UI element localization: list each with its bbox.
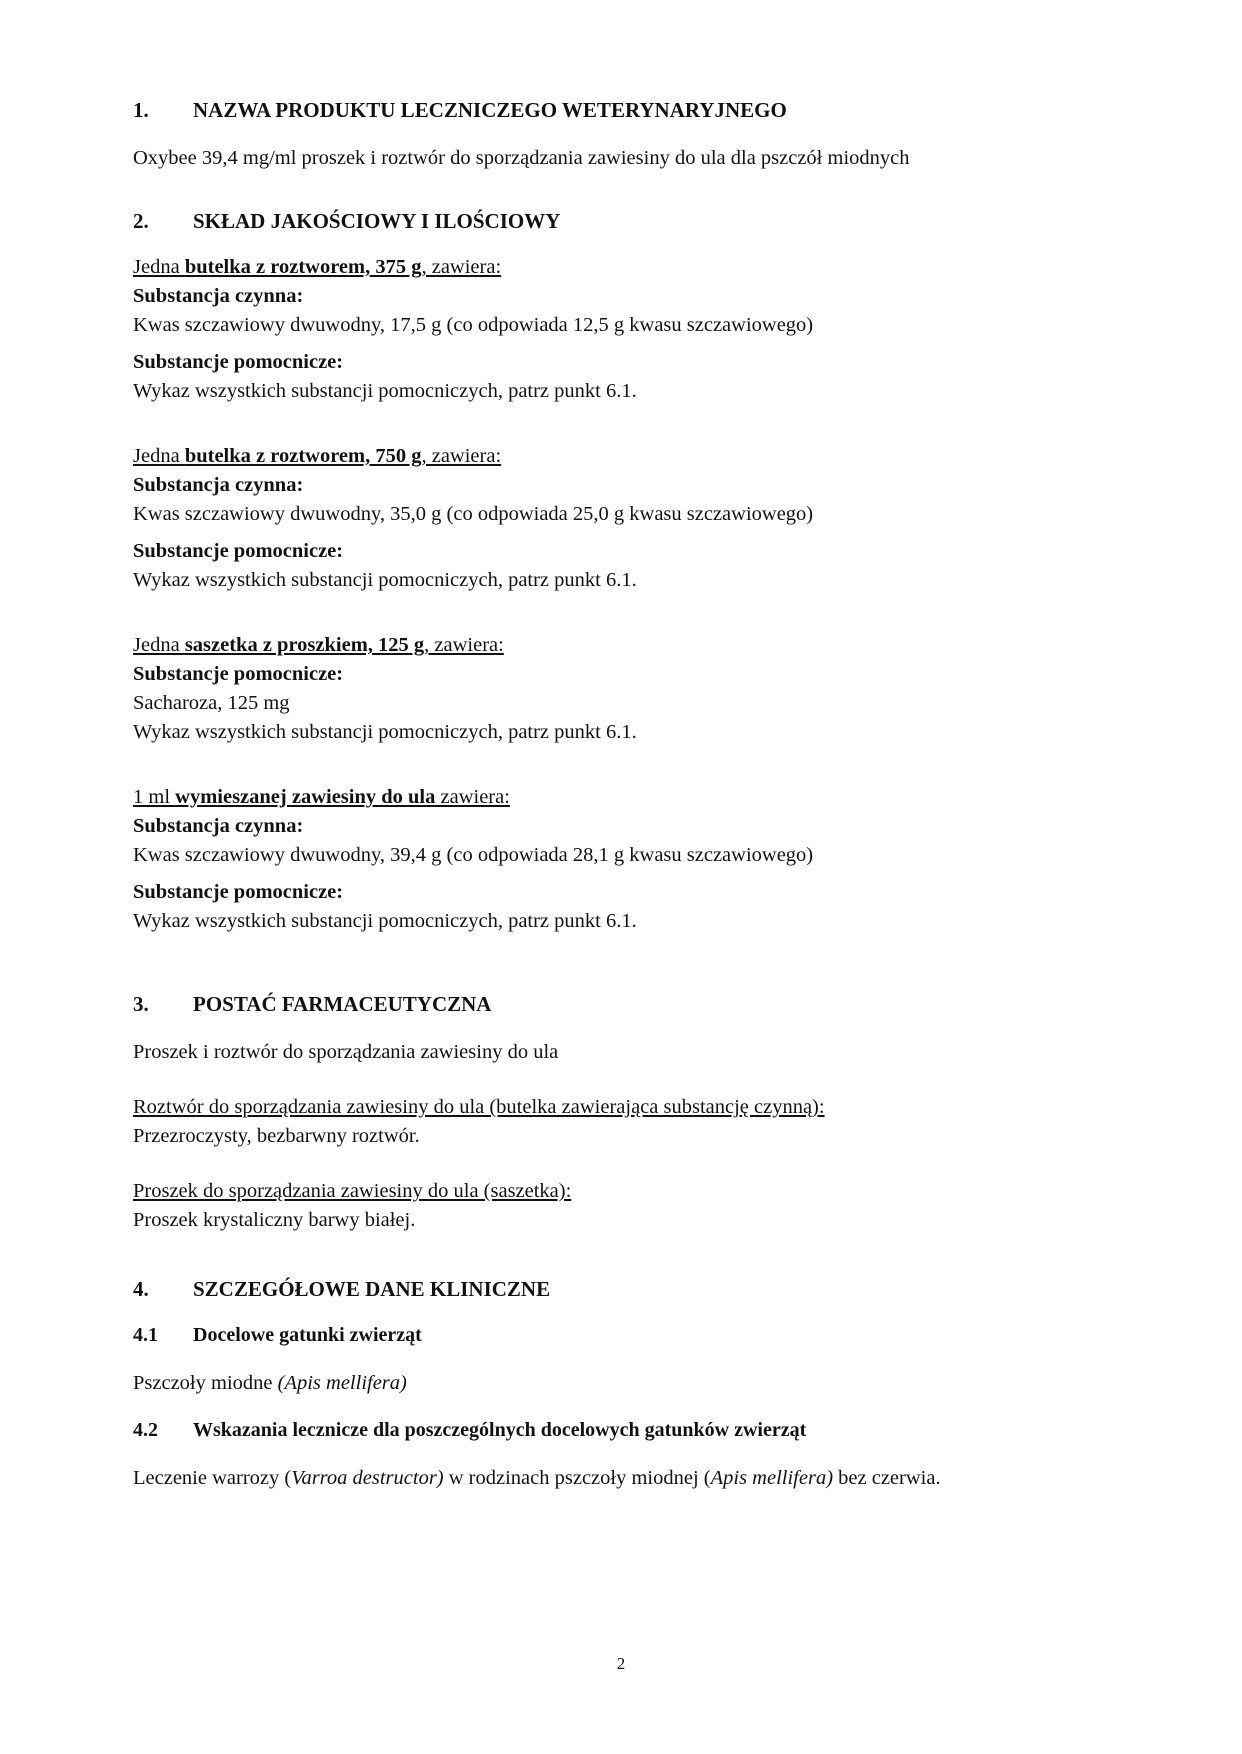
active-substance-text: Kwas szczawiowy dwuwodny, 35,0 g (co odpowiada 25,0 g kwasu szczawiowego) [133,503,814,525]
powder-heading: Proszek do sporządzania zawiesiny do ula (saszetka): [133,1180,572,1202]
excipients-label: Substancje pomocnicze: [133,540,344,562]
excipients-label: Substancje pomocnicze: [133,881,344,903]
excipients-text: Wykaz wszystkich substancji pomocniczych, patrz punkt 6.1. [133,721,637,743]
bottle-375-heading: Jedna butelka z roztworem, 375 g, zawiera: [133,256,502,278]
mixed-suspension-heading: 1 ml wymieszanej zawiesiny do ula zawiera: [133,786,510,808]
excipients-text: Wykaz wszystkich substancji pomocniczych, patrz punkt 6.1. [133,380,637,402]
pharmaceutical-form-text: Proszek i roztwór do sporządzania zawiesiny do ula [133,1041,559,1063]
section-3-heading: 3. POSTAĆ FARMACEUTYCZNA [133,992,492,1016]
powder-description: Proszek krystaliczny barwy białej. [133,1209,416,1231]
excipients-text: Wykaz wszystkich substancji pomocniczych, patrz punkt 6.1. [133,910,637,932]
active-substance-label: Substancja czynna: [133,474,304,496]
bottle-750-heading: Jedna butelka z roztworem, 750 g, zawiera: [133,445,502,467]
product-name: Oxybee 39,4 mg/ml proszek i roztwór do sporządzania zawiesiny do ula dla pszczół miodnych [133,147,910,169]
section-2-heading: 2. SKŁAD JAKOŚCIOWY I ILOŚCIOWY [133,209,561,233]
section-1-heading: 1. NAZWA PRODUKTU LECZNICZEGO WETERYNARYJNEGO [133,98,787,122]
excipients-label: Substancje pomocnicze: [133,663,344,685]
excipient-sucrose: Sacharoza, 125 mg [133,692,290,714]
active-substance-text: Kwas szczawiowy dwuwodny, 39,4 g (co odpowiada 28,1 g kwasu szczawiowego) [133,844,814,866]
active-substance-label: Substancja czynna: [133,285,304,307]
indications-text: Leczenie warrozy (Varroa destructor) w rodzinach pszczoły miodnej (Apis mellifera) bez czerwia. [133,1467,941,1489]
section-4-heading: 4. SZCZEGÓŁOWE DANE KLINICZNE [133,1277,551,1301]
section-4-1-heading: 4.1 Docelowe gatunki zwierząt [133,1324,422,1346]
solution-description: Przezroczysty, bezbarwny roztwór. [133,1125,420,1147]
active-substance-text: Kwas szczawiowy dwuwodny, 17,5 g (co odpowiada 12,5 g kwasu szczawiowego) [133,314,814,336]
excipients-text: Wykaz wszystkich substancji pomocniczych, patrz punkt 6.1. [133,569,637,591]
excipients-label: Substancje pomocnicze: [133,351,344,373]
solution-heading: Roztwór do sporządzania zawiesiny do ula (butelka zawierająca substancję czynną): [133,1096,825,1118]
page-number: 2 [616,1654,626,1673]
active-substance-label: Substancja czynna: [133,815,304,837]
sachet-125-heading: Jedna saszetka z proszkiem, 125 g, zawiera: [133,634,504,656]
document-page [133,98,1113,1493]
section-4-2-heading: 4.2 Wskazania lecznicze dla poszczególnych docelowych gatunków zwierząt [133,1419,807,1441]
target-species-text: Pszczoły miodne (Apis mellifera) [133,1372,407,1394]
